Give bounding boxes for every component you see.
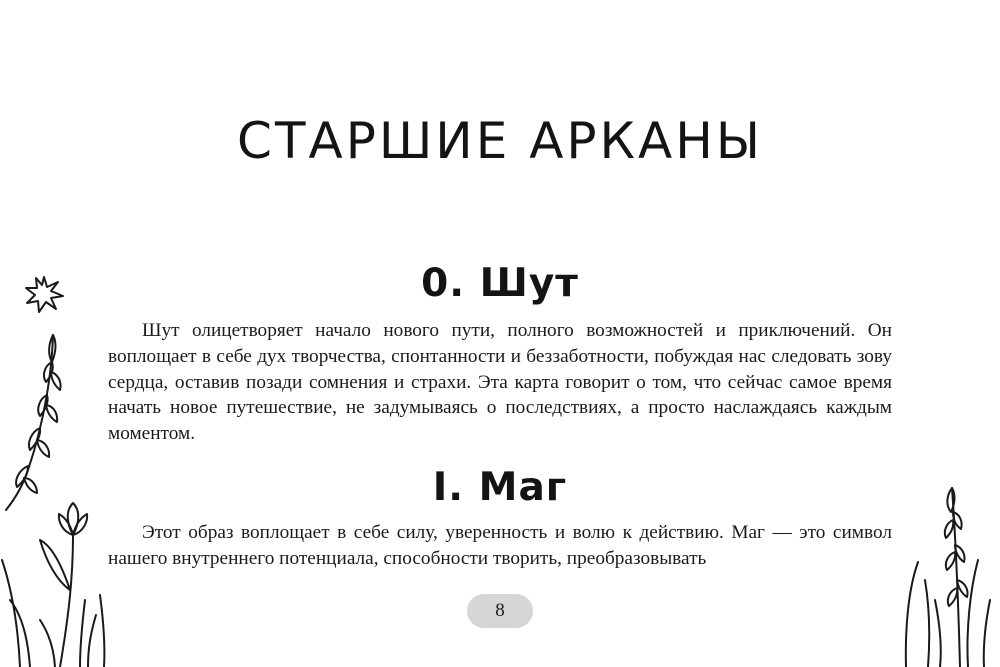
grass-blades-icon	[906, 560, 990, 667]
section-text-fool: Шут олицетворяет начало нового пути, полного возможностей и приключений. Он воплощает в себе дух творчества, спонтанности и беззаботности, побуждая нас следовать зову сердца, оставив позади сомнения и страхи. Эта карта говорит о том, что сейчас самое время начать новое путешествие, не задумываясь о последствиях, а просто наслаждаясь каждым моментом.	[108, 320, 892, 445]
page-number-badge: 8	[467, 594, 533, 628]
grass-blades-icon	[2, 560, 104, 667]
leafy-branch-icon	[945, 488, 968, 667]
section-heading-magician: I. Маг	[432, 465, 568, 510]
page-title: СТАРШИЕ АРКАНЫ	[237, 112, 763, 170]
section-heading-fool: 0. Шут	[421, 261, 579, 306]
section-text-magician: Этот образ воплощает в себе силу, уверенность и волю к действию. Маг — это символ нашего внутреннего потенциала, способности творить, преобразовывать	[108, 522, 892, 569]
